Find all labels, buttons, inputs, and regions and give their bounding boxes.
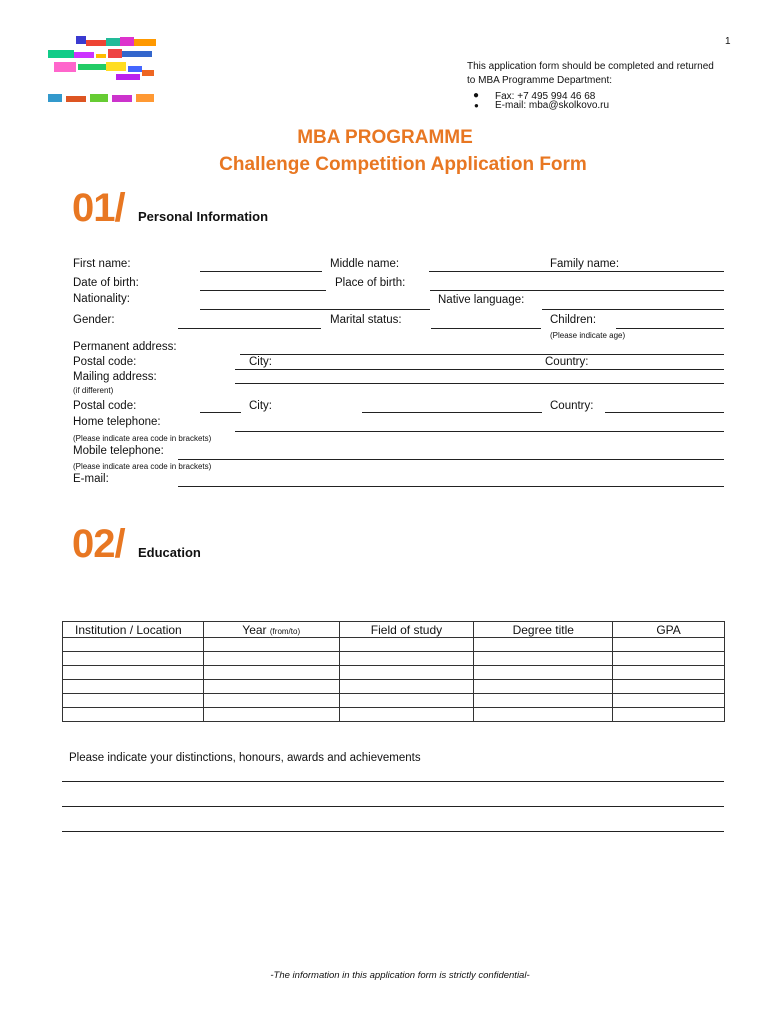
first-name-label: First name: (73, 258, 131, 270)
table-cell[interactable] (474, 666, 613, 680)
distinctions-line-1[interactable] (62, 781, 724, 782)
nationality-field[interactable] (200, 309, 430, 310)
gender-label: Gender: (73, 314, 115, 326)
postal-city-country-field[interactable] (235, 369, 724, 370)
first-name-field[interactable] (200, 271, 322, 272)
family-name-field[interactable] (550, 271, 724, 272)
table-cell[interactable] (63, 694, 204, 708)
col-degree-header: Degree title (474, 622, 613, 638)
country2-field[interactable] (605, 412, 724, 413)
mailing-address-label: Mailing address: (73, 371, 157, 383)
col-year-header (203, 622, 339, 638)
distinctions-prompt: Please indicate your distinctions, honours, awards and achievements (69, 752, 421, 764)
place-of-birth-field[interactable] (430, 290, 724, 291)
postal-code2-label: Postal code: (73, 400, 137, 412)
skolkovo-logo-icon (46, 34, 158, 106)
children-label: Children: (550, 314, 597, 326)
table-cell[interactable] (63, 666, 204, 680)
table-cell[interactable] (613, 680, 725, 694)
table-cell[interactable] (474, 680, 613, 694)
table-cell[interactable] (613, 638, 725, 652)
date-of-birth-field[interactable] (200, 290, 326, 291)
if-different-note: (if different) (73, 386, 114, 395)
email-label: E-mail: (73, 473, 109, 485)
distinctions-line-3[interactable] (62, 831, 724, 832)
mobile-telephone-label: Mobile telephone: (73, 445, 164, 457)
table-cell[interactable] (339, 680, 474, 694)
table-row (63, 680, 725, 694)
table-cell[interactable] (339, 708, 474, 722)
table-cell[interactable] (63, 708, 204, 722)
table-row (63, 652, 725, 666)
date-of-birth-label: Date of birth: (73, 277, 139, 289)
postal-code2-field[interactable] (200, 412, 241, 413)
confidential-footer: -The information in this application form is strictly confidential- (270, 970, 530, 981)
mobile-telephone-field[interactable] (178, 459, 724, 460)
table-cell[interactable] (474, 638, 613, 652)
table-cell[interactable] (203, 680, 339, 694)
city2-label: City: (249, 400, 272, 412)
distinctions-line-2[interactable] (62, 806, 724, 807)
col-gpa-header: GPA (613, 622, 725, 638)
table-cell[interactable] (339, 666, 474, 680)
table-cell[interactable] (613, 708, 725, 722)
table-cell[interactable] (63, 652, 204, 666)
middle-name-field[interactable] (429, 271, 550, 272)
title-line2: Challenge Competition Application Form (219, 154, 587, 175)
table-cell[interactable] (63, 680, 204, 694)
place-of-birth-label: Place of birth: (335, 277, 406, 289)
gender-field[interactable] (178, 328, 321, 329)
country-label: Country: (545, 356, 589, 368)
table-row (63, 708, 725, 722)
table-cell[interactable] (613, 652, 725, 666)
col-year-note: (from/to) (269, 626, 301, 636)
area-code-note-1: (Please indicate area code in brackets) (73, 434, 212, 443)
table-cell[interactable] (203, 638, 339, 652)
nationality-label: Nationality: (73, 293, 130, 305)
city2-field[interactable] (362, 412, 542, 413)
native-language-label: Native language: (438, 294, 525, 306)
table-row (63, 694, 725, 708)
postal-code-label: Postal code: (73, 356, 137, 368)
bullet-icon: ● (473, 90, 480, 101)
section2-number: 02/ (72, 522, 125, 566)
title-line1: MBA PROGRAMME (297, 127, 473, 148)
table-cell[interactable] (339, 652, 474, 666)
table-cell[interactable] (474, 708, 613, 722)
table-row (63, 666, 725, 680)
family-name-label: Family name: (550, 258, 620, 270)
education-table (62, 621, 725, 722)
city-label: City: (249, 356, 272, 368)
country2-label: Country: (550, 400, 594, 412)
table-cell[interactable] (203, 666, 339, 680)
col-field-header: Field of study (339, 622, 474, 638)
children-field[interactable] (616, 328, 724, 329)
table-cell[interactable] (203, 652, 339, 666)
bullet-icon: ● (474, 101, 479, 110)
table-row (63, 638, 725, 652)
email-field[interactable] (178, 486, 724, 487)
table-cell[interactable] (339, 694, 474, 708)
mailing-address-field[interactable] (235, 383, 724, 384)
instructions-email: E-mail: mba@skolkovo.ru (495, 100, 610, 111)
children-note: (Please indicate age) (550, 331, 626, 340)
permanent-address-field[interactable] (240, 354, 724, 355)
instructions-line1: This application form should be completed and returned (467, 61, 714, 72)
page-number: 1 (725, 36, 731, 47)
col-year-label: Year (242, 622, 267, 637)
native-language-field[interactable] (542, 309, 724, 310)
table-cell[interactable] (63, 638, 204, 652)
table-cell[interactable] (613, 694, 725, 708)
home-telephone-field[interactable] (235, 431, 724, 432)
section1-title: Personal Information (138, 209, 269, 224)
table-cell[interactable] (203, 708, 339, 722)
table-cell[interactable] (474, 652, 613, 666)
home-telephone-label: Home telephone: (73, 416, 161, 428)
section1-number: 01/ (72, 186, 125, 230)
table-header-row (63, 622, 725, 638)
table-cell[interactable] (613, 666, 725, 680)
permanent-address-label: Permanent address: (73, 341, 177, 353)
marital-status-label: Marital status: (330, 314, 402, 326)
area-code-note-2: (Please indicate area code in brackets) (73, 462, 212, 471)
marital-status-field[interactable] (431, 328, 541, 329)
col-institution-header: Institution / Location (63, 622, 204, 638)
instructions-line2: to MBA Programme Department: (467, 75, 613, 86)
middle-name-label: Middle name: (330, 258, 400, 270)
table-cell[interactable] (203, 694, 339, 708)
section2-title: Education (138, 545, 201, 560)
table-cell[interactable] (339, 638, 474, 652)
instructions-fax: Fax: +7 495 994 46 68 (495, 91, 596, 102)
table-cell[interactable] (474, 694, 613, 708)
